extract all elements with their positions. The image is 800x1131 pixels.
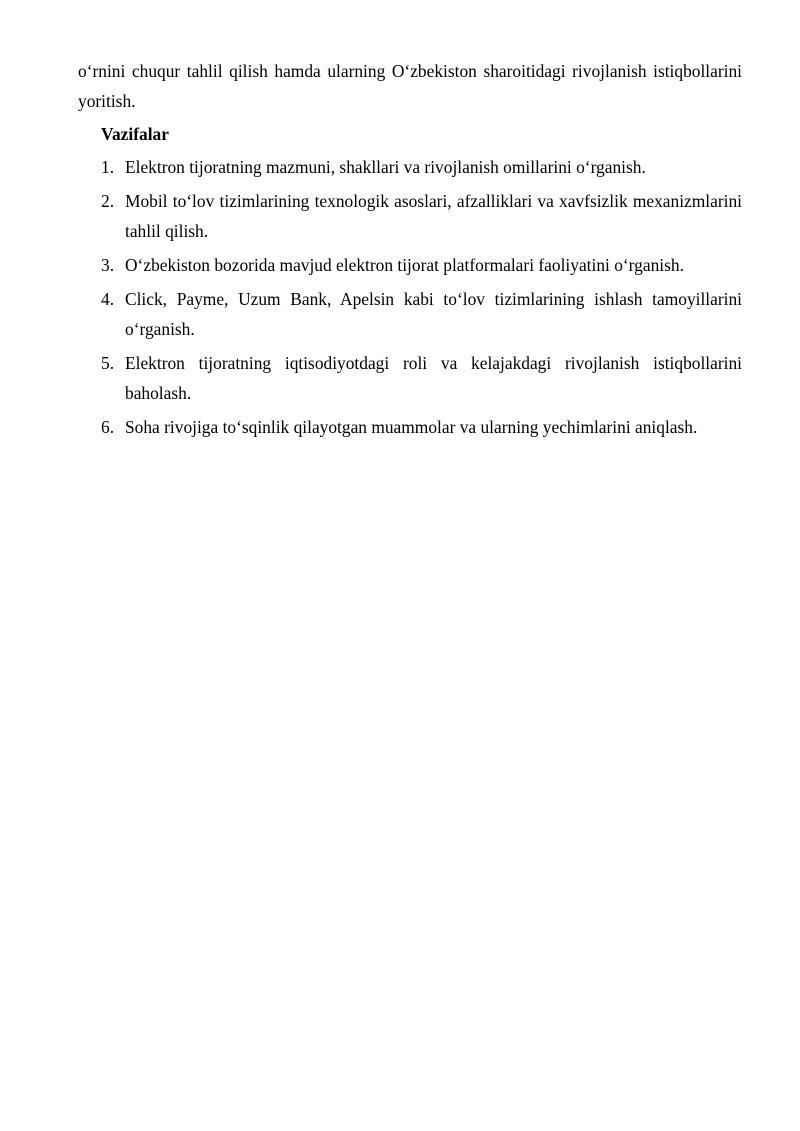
list-item: [78, 152, 742, 182]
tasks-list: [78, 152, 742, 442]
list-item-text: Elektron tijoratning iqtisodiyotdagi roli va kelajakdagi rivojlanish istiqbollarini baholash.: [125, 353, 742, 403]
list-item-number: 5.: [101, 353, 115, 373]
list-item-text: O‘zbekiston bozorida mavjud elektron tijorat platformalari faoliyatini o‘rganish.: [125, 255, 684, 275]
list-item-text: Click, Payme, Uzum Bank, Apelsin kabi to‘lov tizimlarining ishlash tamoyillarini o‘rganish.: [125, 289, 742, 339]
intro-paragraph: o‘rnini chuqur tahlil qilish hamda ularning O‘zbekiston sharoitidagi rivojlanish istiqbollarini yoritish.: [78, 61, 742, 111]
list-item: [78, 186, 742, 246]
list-item-text: Elektron tijoratning mazmuni, shakllari va rivojlanish omillarini o‘rganish.: [125, 157, 646, 177]
document-page: [78, 56, 742, 446]
list-item: [78, 250, 742, 280]
list-item-number: 4.: [101, 289, 115, 309]
list-item: [78, 348, 742, 408]
list-item-number: 2.: [101, 191, 115, 211]
list-item-number: 3.: [101, 255, 115, 275]
list-item-number: 1.: [101, 157, 115, 177]
list-item: [78, 412, 742, 442]
list-item-text: Mobil to‘lov tizimlarining texnologik asoslari, afzalliklari va xavfsizlik mexanizmlarini tahlil qilish.: [125, 191, 742, 241]
list-item-number: 6.: [101, 417, 115, 437]
tasks-heading: Vazifalar: [101, 124, 169, 144]
list-item-text: Soha rivojiga to‘sqinlik qilayotgan muammolar va ularning yechimlarini aniqlash.: [125, 417, 698, 437]
list-item: [78, 284, 742, 344]
